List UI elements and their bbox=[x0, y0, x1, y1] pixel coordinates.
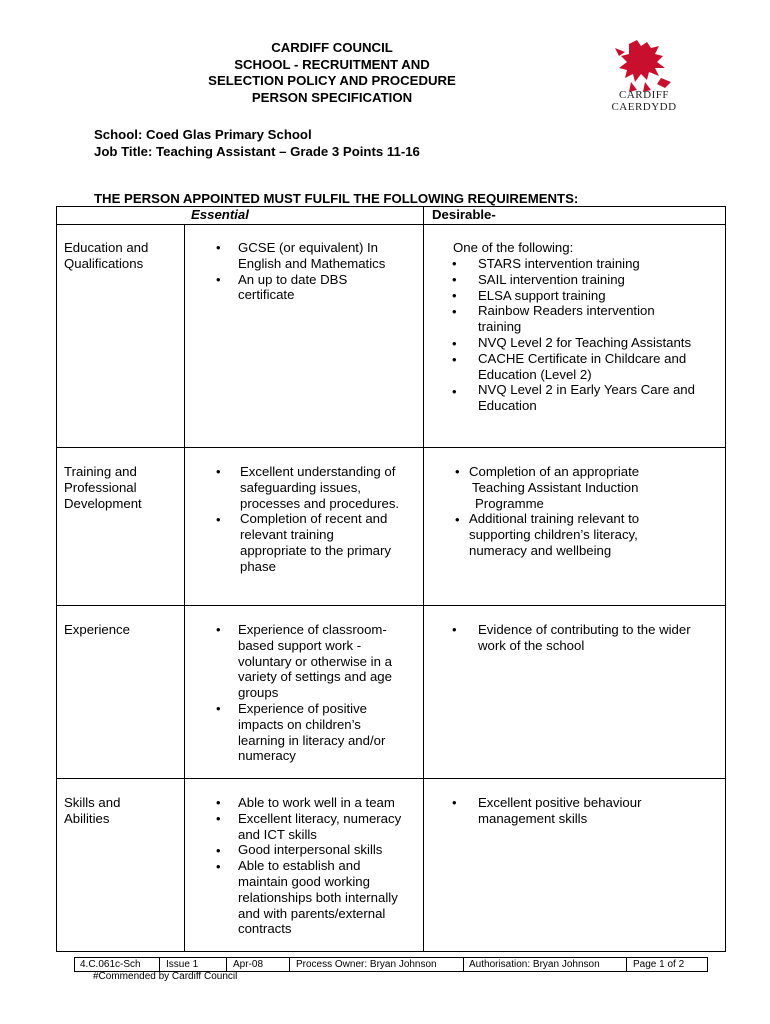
list-item: Experience of classroom- bbox=[238, 622, 387, 637]
job-title: Job Title: Teaching Assistant – Grade 3 Points 11-16 bbox=[94, 144, 420, 159]
list-item: Able to work well in a team bbox=[238, 795, 395, 810]
bullet: • bbox=[452, 256, 457, 271]
footer-divider bbox=[159, 958, 160, 971]
list-item: Completion of an appropriate bbox=[469, 464, 640, 479]
experience-essential-list bbox=[238, 622, 392, 764]
bullet: • bbox=[455, 512, 460, 527]
list-item: appropriate to the primary bbox=[240, 542, 391, 558]
title-line-1: CARDIFF COUNCIL bbox=[271, 40, 393, 55]
education-desirable-intro: One of the following: bbox=[453, 240, 574, 255]
education-essential-list bbox=[238, 240, 385, 303]
footer-owner: Process Owner: Bryan Johnson bbox=[296, 959, 437, 970]
bullet: • bbox=[216, 464, 221, 479]
list-item: phase bbox=[240, 558, 276, 574]
footer-divider bbox=[626, 958, 627, 971]
list-item: English and Mathematics bbox=[238, 255, 386, 271]
bullet: • bbox=[216, 795, 221, 810]
list-item: based support work - bbox=[238, 637, 362, 653]
essential-column-header: Essential bbox=[191, 207, 249, 222]
bullet: • bbox=[452, 352, 457, 367]
list-item: Good interpersonal skills bbox=[238, 842, 383, 858]
list-item: numeracy bbox=[238, 748, 296, 764]
list-item: Excellent understanding of bbox=[240, 464, 396, 479]
desirable-column-header: Desirable- bbox=[432, 207, 496, 222]
list-item: Experience of positive bbox=[238, 700, 368, 716]
logo-text-caerdydd: CAERDYDD bbox=[611, 101, 677, 113]
list-item: training bbox=[478, 319, 522, 335]
bullet: • bbox=[452, 384, 457, 399]
list-item: Excellent literacy, numeracy bbox=[238, 810, 402, 826]
footer-issue: Issue 1 bbox=[166, 959, 199, 970]
list-item: STARS intervention training bbox=[478, 256, 640, 271]
skills-desirable-list bbox=[478, 795, 641, 827]
bullet: • bbox=[452, 304, 457, 319]
list-item: numeracy and wellbeing bbox=[469, 542, 612, 558]
list-item: NVQ Level 2 in Early Years Care and bbox=[478, 382, 695, 398]
footer-code: 4.C.061c-Sch bbox=[80, 959, 141, 970]
list-item: impacts on children’s bbox=[238, 716, 361, 732]
list-item: and ICT skills bbox=[238, 826, 317, 842]
list-item: Excellent positive behaviour bbox=[478, 795, 642, 810]
row-label-training: Training and Professional Development bbox=[64, 464, 142, 511]
footer-authorisation: Authorisation: Bryan Johnson bbox=[469, 959, 600, 970]
list-item: processes and procedures. bbox=[240, 495, 400, 511]
list-item: maintain good working bbox=[238, 873, 370, 889]
footer-divider bbox=[289, 958, 290, 971]
list-item: relevant training bbox=[240, 527, 334, 543]
bullet: • bbox=[216, 811, 221, 826]
experience-desirable-list bbox=[478, 622, 691, 654]
bullet: • bbox=[216, 622, 221, 637]
bullet: • bbox=[452, 288, 457, 303]
education-desirable-list bbox=[478, 256, 695, 414]
list-item: work of the school bbox=[478, 637, 585, 653]
skills-essential-list bbox=[238, 795, 401, 937]
list-item: variety of settings and age bbox=[238, 669, 392, 685]
bullet: • bbox=[216, 272, 221, 287]
list-item: Teaching Assistant Induction bbox=[472, 479, 639, 495]
bullet: • bbox=[452, 336, 457, 351]
bullet: • bbox=[216, 701, 221, 716]
school-name: School: Coed Glas Primary School bbox=[94, 127, 312, 142]
document-footer bbox=[74, 957, 708, 972]
list-item: groups bbox=[238, 685, 279, 701]
list-item: certificate bbox=[238, 287, 295, 303]
list-item: safeguarding issues, bbox=[240, 479, 361, 495]
list-item: Rainbow Readers intervention bbox=[478, 303, 655, 319]
list-item: Programme bbox=[475, 495, 544, 511]
bullet: • bbox=[216, 859, 221, 874]
bullet: • bbox=[216, 512, 221, 527]
title-line-3: SELECTION POLICY AND PROCEDURE bbox=[208, 73, 456, 88]
list-item: and with parents/external bbox=[238, 905, 386, 921]
list-item: learning in literacy and/or bbox=[238, 732, 386, 748]
list-item: management skills bbox=[478, 810, 588, 826]
bullet: • bbox=[216, 843, 221, 858]
bullet: • bbox=[452, 272, 457, 287]
list-item: Able to establish and bbox=[238, 858, 361, 874]
list-item: An up to date DBS bbox=[238, 271, 348, 287]
footer-page: Page 1 of 2 bbox=[633, 959, 685, 970]
bullet: • bbox=[455, 464, 460, 479]
list-item: supporting children’s literacy, bbox=[469, 527, 638, 543]
commended-note: #Commended by Cardiff Council bbox=[93, 971, 238, 982]
list-item: GCSE (or equivalent) In bbox=[238, 240, 378, 255]
logo-text-cardiff: CARDIFF bbox=[619, 89, 669, 101]
list-item: relationships both internally bbox=[238, 889, 398, 905]
training-essential-list bbox=[240, 464, 399, 575]
bullet: • bbox=[216, 240, 221, 255]
row-label-education: Education and Qualifications bbox=[64, 240, 149, 271]
list-item: Completion of recent and bbox=[240, 511, 388, 527]
list-item: SAIL intervention training bbox=[478, 271, 625, 287]
footer-date: Apr-08 bbox=[233, 959, 264, 970]
list-item: Education bbox=[478, 398, 537, 414]
list-item: voluntary or otherwise in a bbox=[238, 653, 392, 669]
list-item: ELSA support training bbox=[478, 287, 606, 303]
training-desirable-list bbox=[469, 464, 639, 559]
list-item: Evidence of contributing to the wider bbox=[478, 622, 691, 637]
list-item: contracts bbox=[238, 921, 292, 937]
title-line-4: PERSON SPECIFICATION bbox=[251, 89, 413, 105]
footer-divider bbox=[463, 958, 464, 971]
list-item: NVQ Level 2 for Teaching Assistants bbox=[478, 334, 692, 350]
list-item: Education (Level 2) bbox=[478, 366, 592, 382]
list-item: CACHE Certificate in Childcare and bbox=[478, 350, 687, 366]
list-item: Additional training relevant to bbox=[469, 511, 640, 527]
row-label-skills: Skills and Abilities bbox=[64, 795, 121, 826]
requirements-heading: THE PERSON APPOINTED MUST FULFIL THE FOLLOWING REQUIREMENTS: bbox=[94, 191, 579, 206]
row-label-experience: Experience bbox=[64, 622, 130, 637]
bullet: • bbox=[452, 622, 457, 637]
title-line-2: SCHOOL - RECRUITMENT AND bbox=[234, 56, 430, 72]
footer-divider bbox=[226, 958, 227, 971]
bullet: • bbox=[452, 795, 457, 810]
